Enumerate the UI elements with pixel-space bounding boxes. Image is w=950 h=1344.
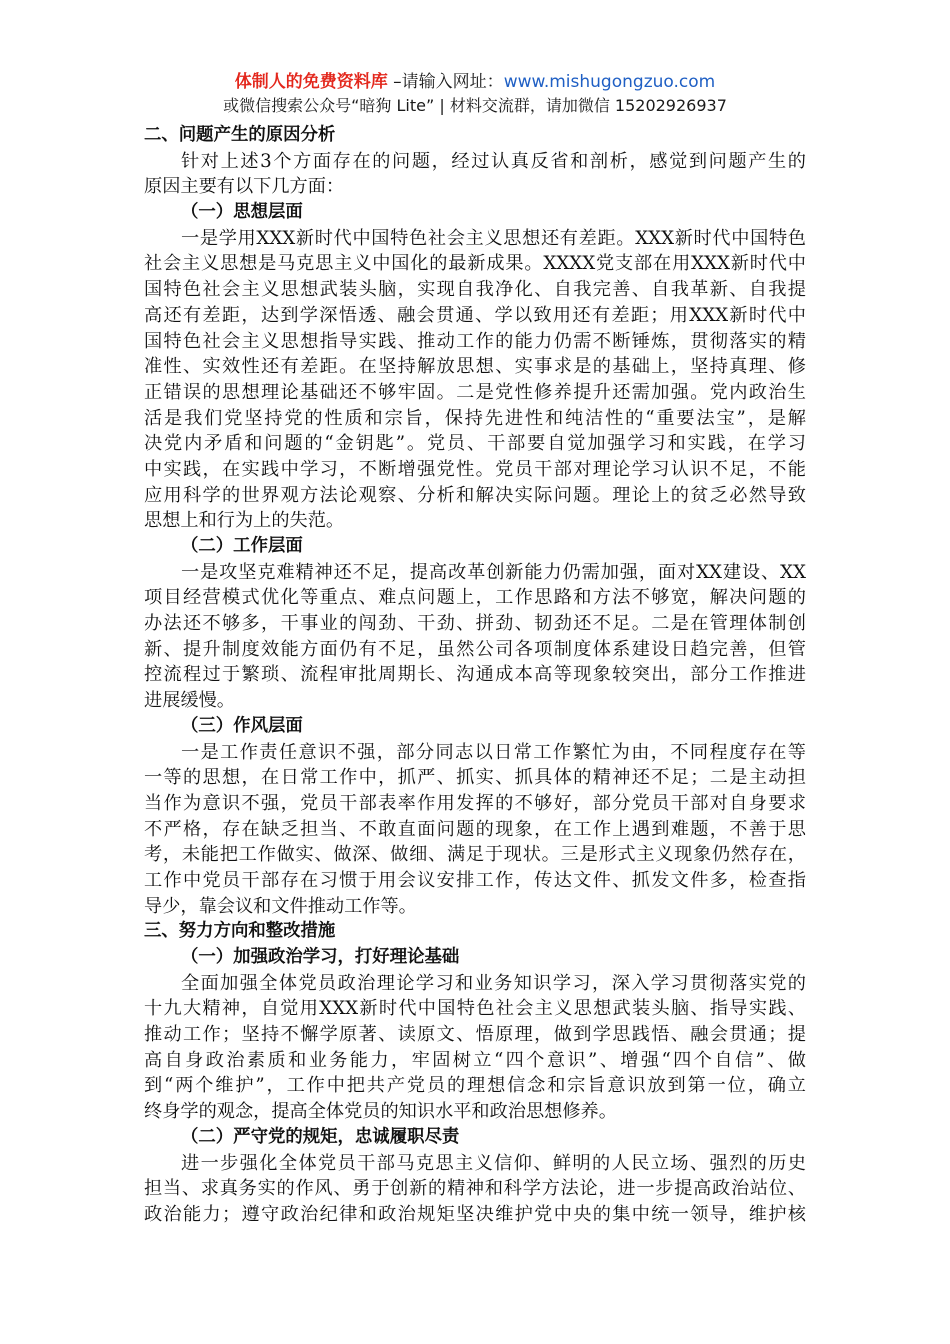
paragraph-line: 社会主义思想是马克思主义中国化的最新成果。XXXX党支部在用XXX新时代中	[144, 253, 806, 275]
paragraph-line: 办法还不够多，干事业的闯劲、干劲、拼劲、韧劲还不足。二是在管理体制创	[144, 613, 806, 635]
paragraph-line: 原因主要有以下几方面：	[144, 176, 345, 198]
paragraph-line: 高自身政治素质和业务能力，牢固树立“四个意识”、增强“四个自信”、做	[144, 1049, 806, 1071]
paragraph-line: 全面加强全体党员政治理论学习和业务知识学习，深入学习贯彻落实党的	[181, 972, 806, 994]
document-body	[144, 123, 806, 1228]
subsection-heading: （三）作风层面	[181, 715, 303, 736]
paragraph-line: 一是攻坚克难精神还不足，提高改革创新能力仍需加强，面对XX建设、XX	[181, 561, 806, 583]
paragraph-line: 中实践，在实践中学习，不断增强党性。党员干部对理论学习认识不足，不能	[144, 458, 806, 480]
website-link[interactable]: www.mishugongzuo.com	[503, 72, 716, 92]
paragraph-line: 国特色社会主义思想武装头脑，实现自我净化、自我完善、自我革新、自我提	[144, 279, 806, 301]
paragraph-line: 工作中党员干部存在习惯于用会议安排工作，传达文件、抓发文件多，检查指	[144, 869, 806, 891]
paragraph-line: 导少，靠会议和文件推动工作等。	[144, 895, 417, 917]
paragraph-line: 进一步强化全体党员干部马克思主义信仰、鲜明的人民立场、强烈的历史	[181, 1152, 806, 1174]
paragraph-line: 一是工作责任意识不强，部分同志以日常工作繁忙为由，不同程度存在等	[181, 741, 806, 763]
paragraph-line: 一等的思想，在日常工作中，抓严、抓实、抓具体的精神还不足；二是主动担	[144, 767, 806, 789]
subsection-heading: （二）严守党的规矩，忠诚履职尽责	[181, 1126, 460, 1147]
paragraph-line: 针对上述3个方面存在的问题，经过认真反省和剖析，感觉到问题产生的	[181, 150, 806, 172]
subsection-heading: （一）加强政治学习，打好理论基础	[181, 947, 460, 967]
url-prompt: –请输入网址：	[387, 72, 504, 92]
paragraph-line: 考，未能把工作做实、做深、做细、满足于现状。三是形式主义现象仍然存在，	[144, 844, 806, 866]
paragraph-line: 十九大精神，自觉用XXX新时代中国特色社会主义思想武装头脑、指导实践、	[144, 998, 806, 1020]
subsection-heading: （一）思想层面	[181, 202, 303, 223]
section-heading: 三、努力方向和整改措施	[144, 921, 336, 942]
header-banner	[0, 70, 950, 94]
paragraph-line: 担当、求真务实的作风、勇于创新的精神和科学方法论，进一步提高政治站位、	[144, 1178, 806, 1200]
paragraph-line: 新、提升制度效能方面仍有不足，虽然公司各项制度体系建设日趋完善，但管	[144, 638, 806, 660]
paragraph-line: 不严格，存在缺乏担当、不敢直面问题的现象，在工作上遇到难题，不善于思	[144, 818, 806, 840]
paragraph-line: 应用科学的世界观方法论观察、分析和解决实际问题。理论上的贫乏必然导致	[144, 484, 806, 506]
paragraph-line: 高还有差距，达到学深悟透、融会贯通、学以致用还有差距；用XXX新时代中	[144, 304, 806, 326]
subsection-heading: （二）工作层面	[181, 536, 303, 556]
brand-name: 体制人的免费资料库	[234, 72, 388, 92]
paragraph-line: 进展缓慢。	[144, 690, 235, 712]
paragraph-line: 决党内矛盾和问题的“金钥匙”。党员、干部要自觉加强学习和实践，在学习	[144, 433, 806, 455]
paragraph-line: 当作为意识不强，党员干部表率作用发挥的不够好，部分党员干部对自身要求	[144, 792, 806, 814]
paragraph-line: 政治能力；遵守政治纪律和政治规矩坚决维护党中央的集中统一领导，维护核	[144, 1203, 806, 1225]
paragraph-line: 终身学的观念，提高全体党员的知识水平和政治思想修养。	[144, 1101, 617, 1123]
header-banner-subline: 或微信搜索公众号“暗狗 Lite” | 材料交流群，请加微信 15202926937	[223, 96, 727, 115]
paragraph-line: 项目经营模式优化等重点、难点问题上，工作思路和方法不够宽，解决问题的	[144, 587, 806, 609]
paragraph-line: 推动工作；坚持不懈学原著、读原文、悟原理，做到学思践悟、融会贯通；提	[144, 1024, 806, 1046]
section-heading: 二、问题产生的原因分析	[144, 125, 336, 145]
paragraph-line: 到“两个维护”，工作中把共产党员的理想信念和宗旨意识放到第一位，确立	[144, 1075, 806, 1097]
paragraph-line: 准性、实效性还有差距。在坚持解放思想、实事求是的基础上，坚持真理、修	[144, 356, 806, 378]
paragraph-line: 思想上和行为上的失范。	[144, 510, 345, 532]
paragraph-line: 活是我们党坚持党的性质和宗旨，保持先进性和纯洁性的“重要法宝”，是解	[144, 407, 806, 429]
paragraph-line: 控流程过于繁琐、流程审批周期长、沟通成本高等现象较突出，部分工作推进	[144, 664, 806, 686]
paragraph-line: 正错误的思想理论基础还不够牢固。二是党性修养提升还需加强。党内政治生	[144, 381, 806, 403]
paragraph-line: 一是学用XXX新时代中国特色社会主义思想还有差距。XXX新时代中国特色	[181, 227, 806, 249]
paragraph-line: 国特色社会主义思想指导实践、推动工作的能力仍需不断锤炼，贯彻落实的精	[144, 330, 806, 352]
